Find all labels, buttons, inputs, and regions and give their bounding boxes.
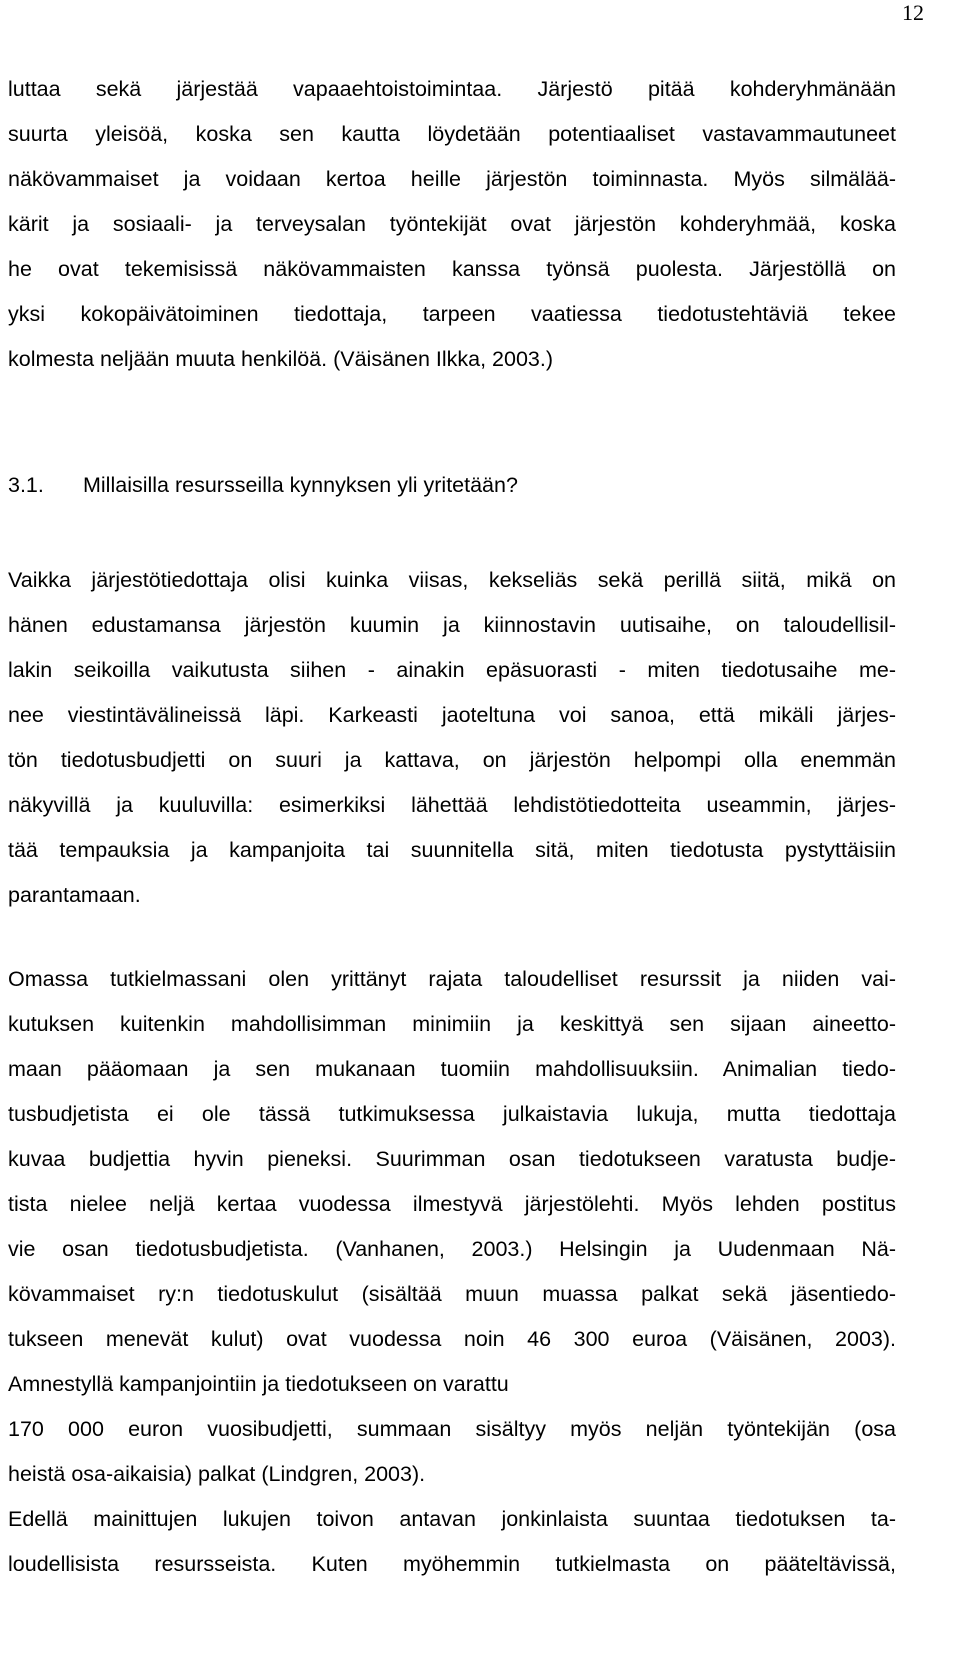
section-heading bbox=[8, 472, 518, 498]
text-line: kuvaa budjettia hyvin pieneksi. Suurimman osan tiedotukseen varatusta budje- bbox=[8, 1147, 896, 1171]
text-line: maan pääomaan ja sen mukanaan tuomiin mahdollisuuksiin. Animalian tiedo- bbox=[8, 1057, 896, 1081]
text-line: hänen edustamansa järjestön kuumin ja kiinnostavin uutisaihe, on taloudellisil- bbox=[8, 613, 896, 637]
text-line: he ovat tekemisissä näkövammaisten kanssa työnsä puolesta. Järjestöllä on bbox=[8, 257, 896, 281]
section-number: 3.1. bbox=[8, 473, 44, 497]
text-line: kolmesta neljään muuta henkilöä. (Väisänen Ilkka, 2003.) bbox=[8, 347, 553, 371]
text-line: Amnestyllä kampanjointiin ja tiedotukseen on varattu bbox=[8, 1372, 509, 1396]
text-line: tön tiedotusbudjetti on suuri ja kattava, on järjestön helpompi olla enemmän bbox=[8, 748, 896, 772]
page-number: 12 bbox=[902, 0, 924, 25]
text-line: lakin seikoilla vaikutusta siihen - ainakin epäsuorasti - miten tiedotusaihe me- bbox=[8, 658, 896, 682]
text-line: tista nielee neljä kertaa vuodessa ilmestyvä järjestölehti. Myös lehden postitus bbox=[8, 1192, 896, 1216]
text-line: tusbudjetista ei ole tässä tutkimuksessa julkaistavia lukuja, mutta tiedottaja bbox=[8, 1102, 896, 1126]
text-line: suurta yleisöä, koska sen kautta löydetään potentiaaliset vastavammautuneet bbox=[8, 122, 896, 146]
text-line: luttaa sekä järjestää vapaaehtoistoimintaa. Järjestö pitää kohderyhmänään bbox=[8, 77, 896, 101]
text-line: Edellä mainittujen lukujen toivon antavan jonkinlaista suuntaa tiedotuksen ta- bbox=[8, 1507, 896, 1531]
text-line: vie osan tiedotusbudjetista. (Vanhanen, 2003.) Helsingin ja Uudenmaan Nä- bbox=[8, 1237, 896, 1261]
text-line: heistä osa-aikaisia) palkat (Lindgren, 2003). bbox=[8, 1462, 426, 1486]
section-title: Millaisilla resursseilla kynnyksen yli yritetään? bbox=[83, 473, 518, 497]
text-line: 170 000 euron vuosibudjetti, summaan sisältyy myös neljän työntekijän (osa bbox=[8, 1417, 896, 1441]
text-line: kövammaiset ry:n tiedotuskulut (sisältää muun muassa palkat sekä jäsentiedo- bbox=[8, 1282, 896, 1306]
text-line: nee viestintävälineissä läpi. Karkeasti jaoteltuna voi sanoa, että mikäli järjes- bbox=[8, 703, 896, 727]
text-line: näkyvillä ja kuuluvilla: esimerkiksi lähettää lehdistötiedotteita useammin, järjes- bbox=[8, 793, 896, 817]
text-line: tää tempauksia ja kampanjoita tai suunnitella sitä, miten tiedotusta pystyttäisiin bbox=[8, 838, 896, 862]
text-line: näkövammaiset ja voidaan kertoa heille järjestön toiminnasta. Myös silmälää- bbox=[8, 167, 896, 191]
text-line: yksi kokopäivätoiminen tiedottaja, tarpeen vaatiessa tiedotustehtäviä tekee bbox=[8, 302, 896, 326]
text-line: parantamaan. bbox=[8, 883, 141, 907]
text-line: tukseen menevät kulut) ovat vuodessa noin 46 300 euroa (Väisänen, 2003). bbox=[8, 1327, 896, 1351]
text-line: kärit ja sosiaali- ja terveysalan työntekijät ovat järjestön kohderyhmää, koska bbox=[8, 212, 896, 236]
text-line: Omassa tutkielmassani olen yrittänyt rajata taloudelliset resurssit ja niiden vai- bbox=[8, 967, 896, 991]
text-line: loudellisista resursseista. Kuten myöhemmin tutkielmasta on pääteltävissä, bbox=[8, 1552, 896, 1576]
text-line: Vaikka järjestötiedottaja olisi kuinka viisas, kekseliäs sekä perillä siitä, mikä on bbox=[8, 568, 896, 592]
text-line: kutuksen kuitenkin mahdollisimman minimiin ja keskittyä sen sijaan aineetto- bbox=[8, 1012, 896, 1036]
